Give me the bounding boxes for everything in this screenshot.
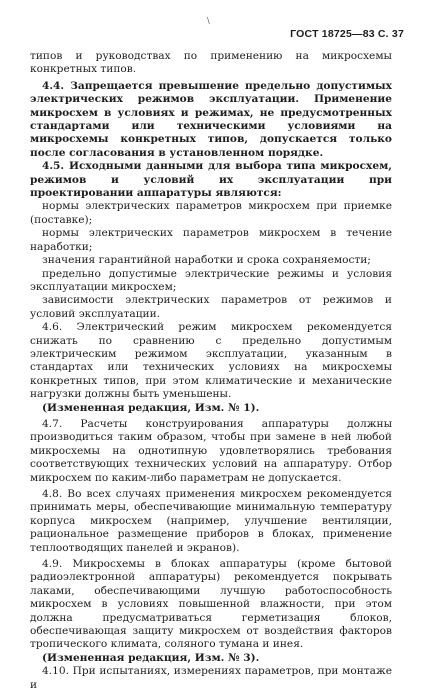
- paragraph-4-6: 4.6. Электрический режим микросхем рекомендуется снижать по сравнению с предельно допустимым электрическим режимом эксплуатации, указанным в стандартах или технических условиях на микросхемы конкретных типов, при этом климатические и механические нагрузки должны быть уменьшены.: [30, 321, 392, 401]
- list-item: нормы электрических параметров микросхем в течение наработки;: [30, 227, 392, 253]
- page-header: ГОСТ 18725—83 С. 37: [290, 28, 404, 40]
- amendment-note: (Измененная редакция, Изм. № 1).: [42, 401, 260, 414]
- paragraph-4-8: 4.8. Во всех случаях применения микросхем рекомендуется принимать меры, обеспечивающие минимальную температуру корпуса микросхем (например, улучшение вентиляции, рациональное размещение приборов в блоках, применение теплоотводящих панелей и экранов).: [30, 488, 392, 554]
- amendment-note: (Измененная редакция, Изм. № 3).: [42, 651, 260, 664]
- paragraph-4-7: 4.7. Расчеты конструирования аппаратуры должны производиться таким образом, чтобы при замене в ней любой микросхемы на однотипную удовлетворялись требования соответствующих технических условий на аппаратуру. Отбор микросхем по каким-либо параметрам не допускается.: [30, 417, 392, 484]
- paragraph-4-5: 4.5. Исходными данными для выбора типа микросхем, режимов и условий их эксплуатации при проектировании аппаратуры являются:: [30, 160, 392, 200]
- document-body: [30, 50, 392, 692]
- paragraph-4-9: 4.9. Микросхемы в блоках аппаратуры (кроме бытовой радиоэлектронной аппаратуры) рекомендуется покрывать лаками, обеспечивающими лучшую работоспособность микросхем в условиях повышенной влажности, при этом должна предусматриваться герметизация блоков, обеспечивающая защиту микросхем от воздействия факторов тропического климата, соляного тумана и инея.: [30, 558, 392, 651]
- list-item: предельно допустимые электрические режимы и условия эксплуатации микросхем;: [30, 267, 392, 293]
- page-mark: \: [207, 16, 210, 25]
- paragraph-4-4: 4.4. Запрещается превышение предельно допустимых электрических режимов эксплуатации. Применение микросхем в условиях и режимах, не предусмотренных стандартами или техническими условиями на микросхемы конкретных типов, допускается только после согласования в установленном порядке.: [30, 79, 392, 159]
- list-item: зависимости электрических параметров от режимов и условий эксплуатации.: [30, 294, 392, 320]
- paragraph-continuation: типов и руководствах по применению на микросхемы конкретных типов.: [30, 50, 392, 76]
- paragraph-4-10: 4.10. При испытаниях, измерениях параметров, при монтаже и: [30, 665, 392, 691]
- list-item: нормы электрических параметров микросхем при приемке (поставке);: [30, 200, 392, 226]
- list-item: значения гарантийной наработки и срока сохраняемости;: [42, 254, 371, 267]
